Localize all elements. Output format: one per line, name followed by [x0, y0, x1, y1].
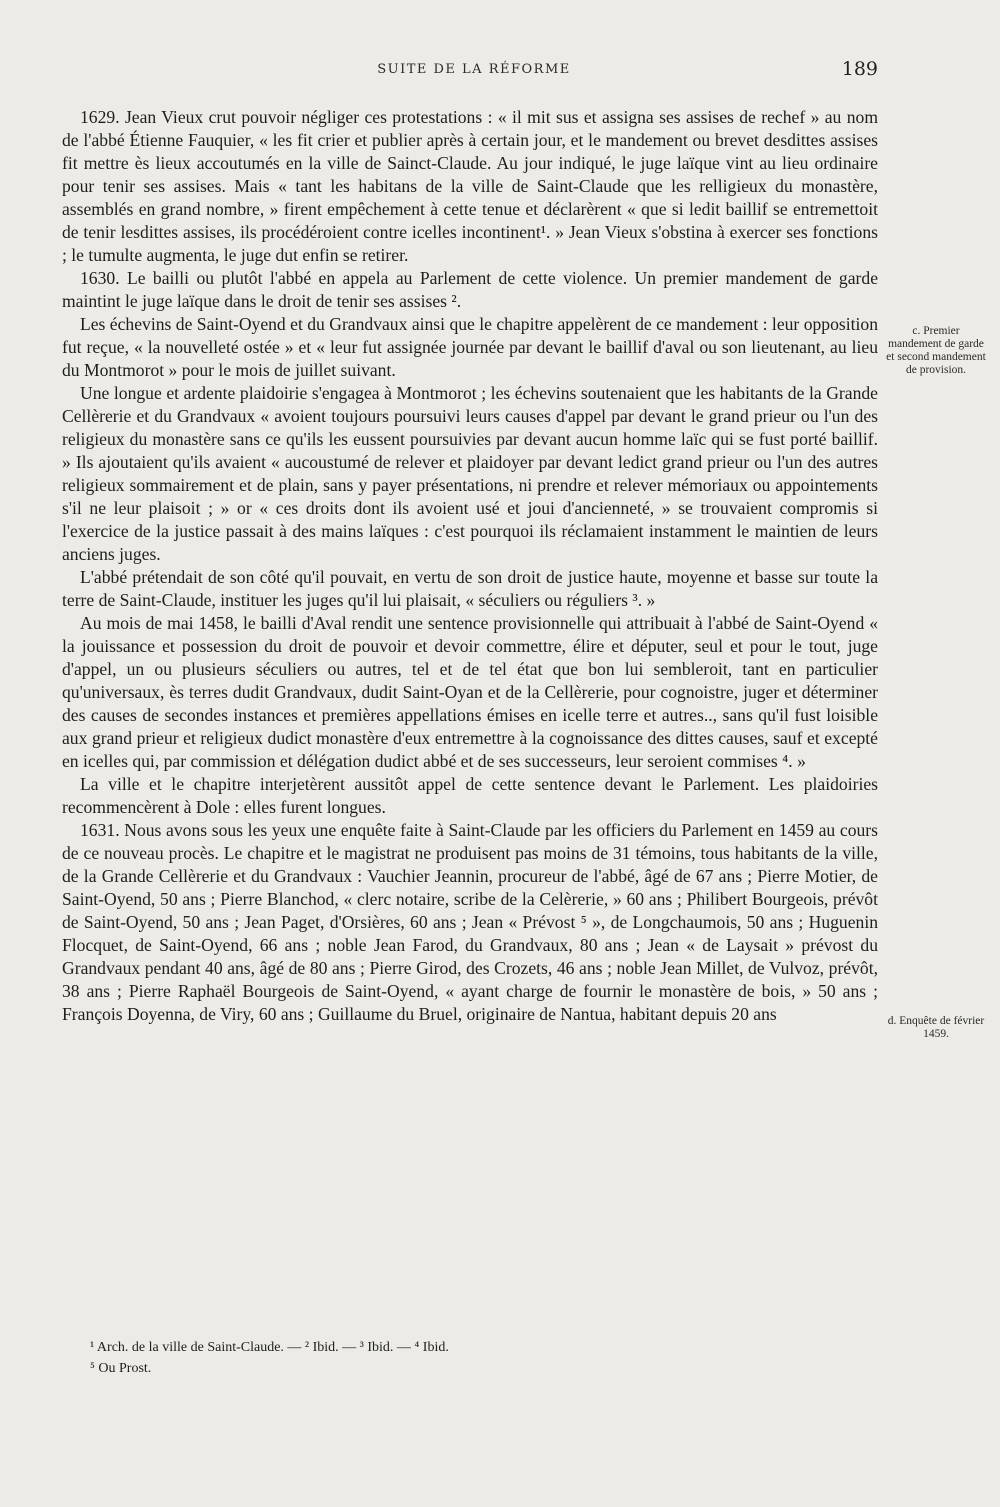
footnotes [90, 1337, 870, 1379]
margin-note-mandement: c. Premier mandement de garde et second mandement de provision. [886, 325, 986, 376]
main-text [62, 106, 878, 1026]
paragraph-abbe: L'abbé prétendait de son côté qu'il pouvait, en vertu de son droit de justice haute, moyenne et basse sur toute la terre de Saint-Claude, instituer les juges qu'il lui plaisait, « séculiers ou réguliers ³. » [62, 567, 878, 610]
footnote-5: ⁵ Ou Prost. [90, 1361, 152, 1376]
paragraph-1630: 1630. Le bailli ou plutôt l'abbé en appela au Parlement de cette violence. Un premier mandement de garde maintint le juge laïque dans le droit de tenir ses assises ². [62, 268, 878, 311]
paragraph-1631: 1631. Nous avons sous les yeux une enquête faite à Saint-Claude par les officiers du Parlement en 1459 au cours de ce nouveau procès. Le chapitre et le magistrat ne produisent pas moins de 31 témoins, tous habitants de la ville, de la Grande Cellèrerie et du Grandvaux : Vauchier Jeannin, procureur de l'abbé, âgé de 67 ans ; Pierre Motier, de Saint-Oyend, 50 ans ; Pierre Blanchod, « clerc notaire, scribe de la Celèrerie, » 60 ans ; Philibert Bourgeois, prévôt de Saint-Oyend, 50 ans ; Jean Paget, d'Orsières, 60 ans ; Jean « Prévost ⁵ », de Longchaumois, 50 ans ; Huguenin Flocquet, de Saint-Oyend, 66 ans ; noble Jean Farod, du Grandvaux, 80 ans ; Jean « de Laysait » prévost du Grandvaux pendant 40 ans, âgé de 80 ans ; Pierre Girod, des Crozets, 46 ans ; noble Jean Millet, de Vulvoz, prévôt, 38 ans ; Pierre Raphaël Bourgeois de Saint-Oyend, « ayant charge de fournir le monastère de bois, » 50 ans ; François Doyenna, de Viry, 60 ans ; Guillaume du Bruel, originaire de Nantua, habitant depuis 20 ans [62, 820, 878, 1024]
paragraph-plaidoirie: Une longue et ardente plaidoirie s'engagea à Montmorot ; les échevins soutenaient que les habitants de la Grande Cellèrerie et du Grandvaux « avoient toujours poursuivi leurs causes d'appel par devant le grand prieur ou l'un des religieux du monastère sans ce qu'ils les eussent poursuivies par devant aucun homme laïc qui se fust porté baillif. » Ils ajoutaient qu'ils avaient « aucoustumé de relever et plaidoyer par devant ledict grand prieur ou l'un des autres religieux sommairement et de plain, sans y payer présentations, ni prendre et relever mémoriaux ou appointements s'il ne leur plaisoit ; » or « ces droits dont ils avoient usé et joui d'ancienneté, » se trouvaient compromis si l'exercice de la justice passait à des mains laïques : c'est pourquoi ils réclamaient instamment le maintien de leurs anciens juges. [62, 383, 878, 564]
page-header [70, 58, 878, 86]
margin-note-enquete: d. Enquête de février 1459. [887, 1015, 985, 1040]
footnote-1-4: ¹ Arch. de la ville de Saint-Claude. — ² Ibid. — ³ Ibid. — ⁴ Ibid. [90, 1340, 449, 1355]
page-number: 189 [841, 58, 878, 80]
paragraph-1629: 1629. Jean Vieux crut pouvoir négliger ces protestations : « il mit sus et assigna ses assises de rechef » au nom de l'abbé Étienne Fauquier, « les fit crier et publier après à certain jour, et le mandement ou brevet desdittes assises fit mettre ès lieux accoutumés en la ville de Sainct-Claude. Au jour indiqué, le juge laïque vint au lieu ordinaire pour tenir ses assises. Mais « tant les habitans de la ville de Saint-Claude que les relligieux du monastère, assemblés en grand nombre, » firent empêchement à cette tenue et déclarèrent « que si ledit baillif se entremettoit de tenir lesdittes assises, ils procédéroient contre icelles incontinent¹. » Jean Vieux s'obstina à exercer ses fonctions ; le tumulte augmenta, le juge dut enfin se retirer. [62, 107, 878, 265]
running-title: SUITE DE LA RÉFORME [377, 62, 571, 77]
paragraph-echevins: Les échevins de Saint-Oyend et du Grandvaux ainsi que le chapitre appelèrent de ce mandement : leur opposition fut reçue, « la nouvelleté ostée » et « leur fut assignée journée par devant le baillif d'aval ou son lieutenant, au lieu du Montmorot » pour le mois de juillet suivant. [62, 314, 878, 380]
paragraph-sentence-1458: Au mois de mai 1458, le bailli d'Aval rendit une sentence provisionnelle qui attribuait à l'abbé de Saint-Oyend « la jouissance et possession du droit de pouvoir et devoir commettre, élire et députer, seul et pour le tout, juge d'appel, un ou plusieurs séculiers ou autres, tel et de tel état que bon lui sembleroit, tant en particulier qu'universaux, ès terres dudit Grandvaux, dudit Saint-Oyan et de la Cellèrerie, pour cognoistre, juger et déterminer des causes de secondes instances et premières appellations émises en icelle terre et autres.., sans qu'il fust loisible aux grand prieur et religieux dudict monastère d'eux entremettre à la cognoissance des dittes causes, sauf et excepté en icelles qui, par commission et délégation dudict abbé et de ses successeurs, leur seroient commises ⁴. » [62, 613, 878, 771]
paragraph-appel: La ville et le chapitre interjetèrent aussitôt appel de cette sentence devant le Parlement. Les plaidoiries recommencèrent à Dole : elles furent longues. [62, 774, 878, 817]
